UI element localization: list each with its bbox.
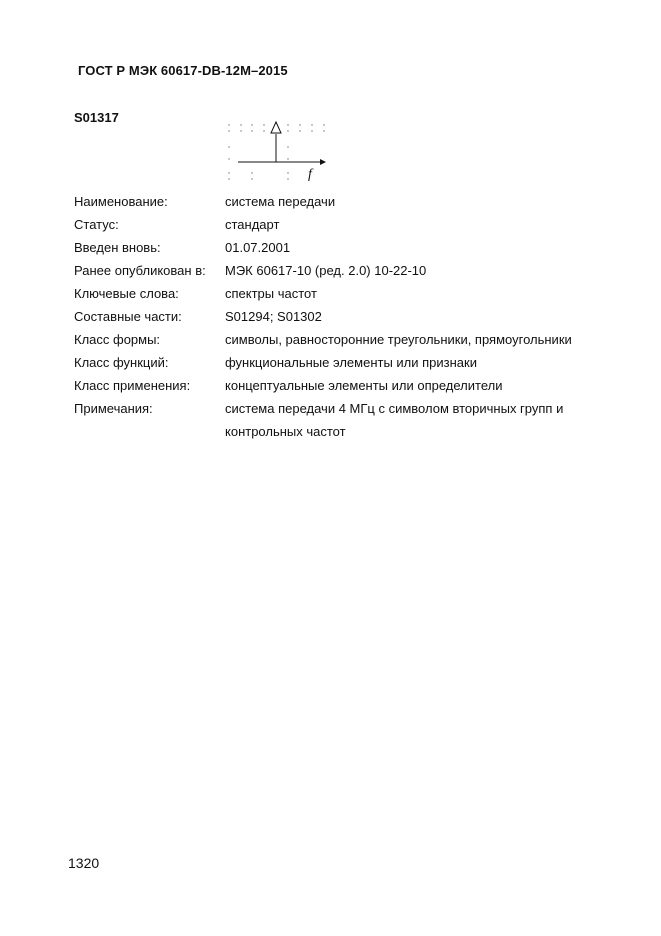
field-value-previously-published: МЭК 60617-10 (ред. 2.0) 10-22-10 <box>225 263 427 278</box>
field-label-notes: Примечания: <box>74 401 153 416</box>
field-row-status <box>74 213 594 236</box>
field-label-function-class: Класс функций: <box>74 355 169 370</box>
field-value-shape-class: символы, равносторонние треугольники, прямоугольники <box>225 332 572 347</box>
field-row-notes <box>74 397 594 443</box>
symbol-attributes <box>74 190 594 443</box>
field-label-shape-class: Класс формы: <box>74 332 161 347</box>
field-label-application-class: Класс применения: <box>74 378 191 393</box>
frequency-axis-label: f <box>308 167 312 182</box>
field-label-status: Статус: <box>74 217 119 232</box>
field-value-keywords: спектры частот <box>225 286 317 301</box>
field-label-components: Составные части: <box>74 309 182 324</box>
symbol-code: S01317 <box>74 110 119 125</box>
field-label-introduced: Введен вновь: <box>74 240 161 255</box>
field-value-function-class: функциональные элементы или признаки <box>225 355 477 370</box>
field-row-function-class <box>74 351 594 374</box>
field-value-status: стандарт <box>225 217 280 232</box>
symbol-figure <box>222 116 334 186</box>
document-header: ГОСТ Р МЭК 60617-DB-12M–2015 <box>78 63 288 78</box>
field-row-name <box>74 190 594 213</box>
field-row-shape-class <box>74 328 594 351</box>
field-value-name: система передачи <box>225 194 336 209</box>
frequency-axis-arrow-icon <box>320 159 326 165</box>
field-value-notes: система передачи 4 МГц с символом вторичных групп и контрольных частот <box>225 401 564 439</box>
field-label-previously-published: Ранее опубликован в: <box>74 263 206 278</box>
field-value-components: S01294; S01302 <box>225 309 322 324</box>
field-label-keywords: Ключевые слова: <box>74 286 179 301</box>
spectrum-triangle-marker-icon <box>271 122 281 133</box>
field-row-introduced <box>74 236 594 259</box>
field-label-name: Наименование: <box>74 194 168 209</box>
field-row-application-class <box>74 374 594 397</box>
field-value-introduced: 01.07.2001 <box>225 240 291 255</box>
page-number: 1320 <box>68 855 100 871</box>
field-value-application-class: концептуальные элементы или определители <box>225 378 503 393</box>
field-row-components <box>74 305 594 328</box>
field-row-previously-published <box>74 259 594 282</box>
field-row-keywords <box>74 282 594 305</box>
